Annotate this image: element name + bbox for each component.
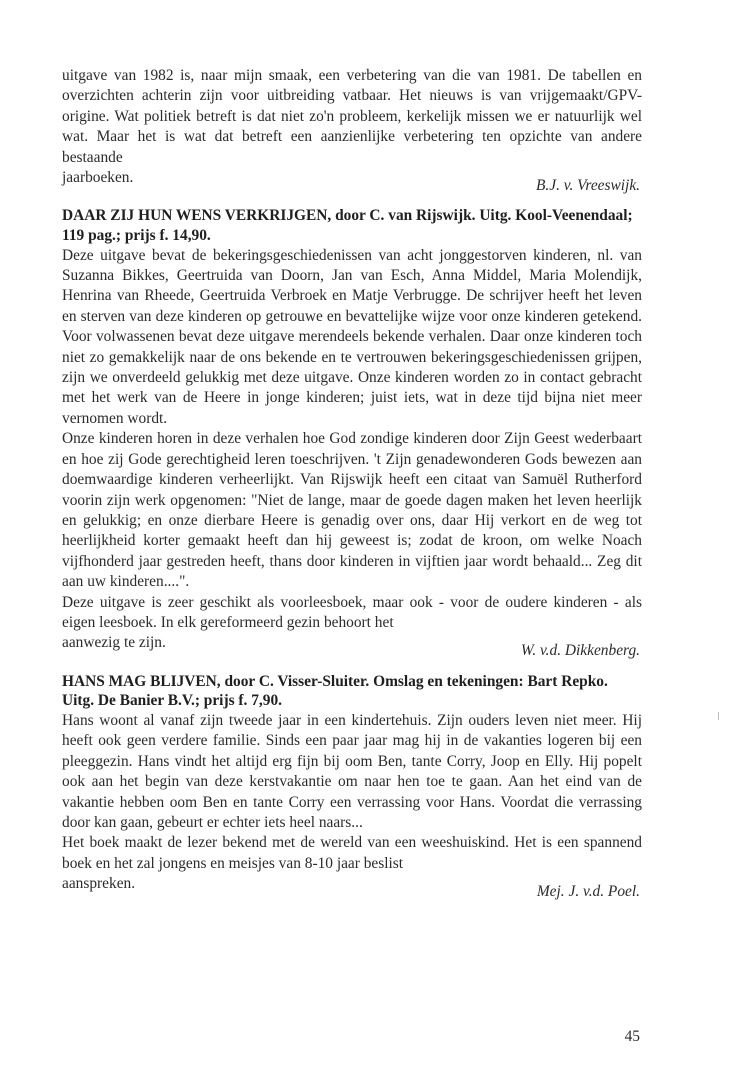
review-paragraph: Deze uitgave is zeer geschikt als voorleesboek, maar ook - voor de oudere kinderen - als eigen leesboek. In elk gereformeerd gezin behoort het (62, 593, 642, 631)
review-body: uitgave van 1982 is, naar mijn smaak, een verbetering van die van 1981. De tabellen en overzichten achterin zijn voor uitbreiding vatbaar. Het nieuws is van vrijgemaakt/GPV-origine. Wat politiek betreft is dat niet zo'n probleem, kerkelijk missen we er natuurlijk wel wat. Maar het is wat dat betreft een aanzienlijke verbetering ten opzichte van andere bestaande (62, 67, 642, 166)
review-signature: B.J. v. Vreeswijk. (536, 177, 640, 195)
review-paragraph: Onze kinderen horen in deze verhalen hoe God zondige kinderen door Zijn Geest wederbaart en hoe zij Gode gerechtigheid leren toeschrijven. 't Zijn genadewonderen Gods bewezen aan doemwaardige kinderen verheerlijkt. Van Rijswijk heeft een citaat van Samuël Rutherford voorin zijn werk opgenomen: "Niet de lange, maar de goede dagen maken het leven heerlijk en gelukkig; en onze dierbare Heere is genadig over ons, daar Hij verkort en de weg tot heerlijkheid korter gemaakt heeft dan hij geweest is; zodat de kroon, om welke Noach vijfhonderd jaar gestreden heeft, thans door kinderen in vijftien jaar wordt behaald... Zeg dit aan uw kinderen....". (62, 430, 642, 591)
review-closing-line (62, 874, 642, 901)
review-heading: DAAR ZIJ HUN WENS VERKRIJGEN, door C. van Rijswijk. Uitg. Kool-Veenendaal; 119 pag.; prijs f. 14,90. (62, 207, 633, 245)
review-heading: HANS MAG BLIJVEN, door C. Visser-Sluiter. Omslag en tekeningen: Bart Repko. Uitg. De Banier B.V.; prijs f. 7,90. (62, 672, 608, 710)
review-closing-line (62, 633, 642, 660)
review-jaarboek (62, 66, 642, 195)
review-closing-line (62, 168, 642, 195)
review-daar-zij-hun-wens (62, 206, 642, 660)
review-signature: Mej. J. v.d. Poel. (536, 883, 640, 901)
document-page (62, 66, 642, 907)
review-paragraph: Hans woont al vanaf zijn tweede jaar in een kindertehuis. Zijn ouders leven niet meer. Hij heeft ook geen verdere familie. Sinds een paar jaar mag hij in de vakanties logeren bij een pleeggezin. Hans vindt het altijd erg fijn bij oom Ben, tante Corry, Joop en Elly. Hij popelt ook aan het begin van deze kerstvakantie om naar hen toe te gaan. Aan het eind van de vakantie hebben oom Ben en tante Corry een verrassing voor Hans. Voordat die verrassing door kan gaan, gebeurt er echter iets heel naars... (62, 711, 642, 831)
review-signature: W. v.d. Dikkenberg. (520, 642, 640, 660)
review-hans-mag-blijven (62, 672, 642, 901)
review-paragraph: Het boek maakt de lezer bekend met de wereld van een weeshuiskind. Het is een spannend boek en het zal jongens en meisjes van 8-10 jaar beslist (62, 834, 642, 872)
review-body-end: aanspreken. (62, 875, 136, 893)
review-paragraph: Deze uitgave bevat de bekeringsgeschiedenissen van acht jonggestorven kinderen, nl. van Suzanna Bikkes, Geertruida van Doorn, Jan van Esch, Anna Middel, Maria Molendijk, Henrina van Rheede, Geertruida Verbroek en Matje Verbrugge. De schrijver heeft het leven en sterven van deze kinderen op getrouwe en bevattelijke wijze voor onze kinderen getekend. Voor volwassenen bevat deze uitgave merendeels bekende verhalen. Daar onze kinderen toch niet zo gemakkelijk naar de ons bekende en te vertrouwen bekeringsgeschiedenissen grijpen, zijn we onverdeeld gelukkig met deze uitgave. Onze kinderen worden zo in contact gebracht met het werk van de Heere in jonge kinderen; juist iets, wat in deze tijd bijna niet meer vernomen wordt. (62, 246, 642, 427)
page-number: 45 (624, 1028, 640, 1045)
review-body-end: aanwezig te zijn. (62, 634, 166, 652)
margin-mark (718, 712, 719, 720)
review-body-end: jaarboeken. (62, 169, 134, 187)
